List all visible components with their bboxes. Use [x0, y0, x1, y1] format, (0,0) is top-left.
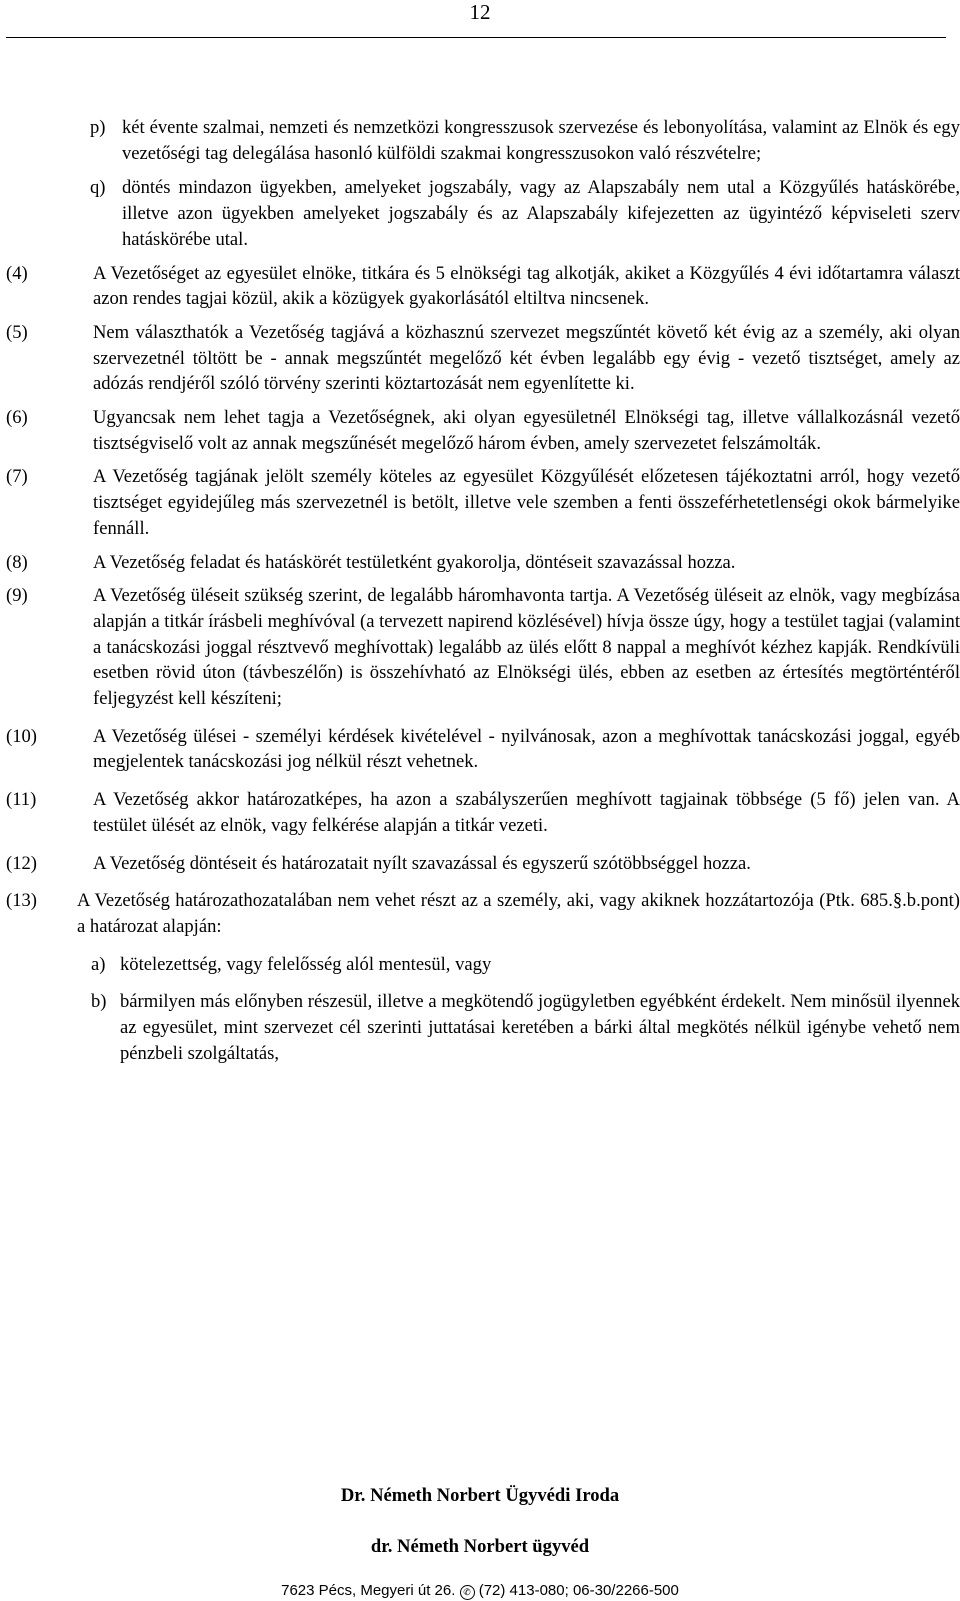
- paragraph-10: [0, 724, 960, 775]
- paragraph-9: [0, 583, 960, 712]
- item-text: A Vezetőség ülései - személyi kérdések kivételével - nyilvánosak, azon a meghívottak tanácskozási joggal, egyéb megjelentek tanácskozási jog nélkül részt vehetnek.: [93, 725, 960, 773]
- item-label: (5): [6, 321, 28, 343]
- footer-address-text: 7623 Pécs, Megyeri út 26.: [281, 1582, 456, 1599]
- item-text: döntés mindazon ügyekben, amelyeket jogszabály, vagy az Alapszabály nem utal a Közgyűlés hatáskörébe, illetve azon ügyekben amelyeket jogszabály és az Alapszabály kifejezetten az ügyintéző képviseleti szerv hatáskörébe utal.: [122, 177, 960, 250]
- footer-lawyer-name: dr. Németh Norbert ügyvéd: [370, 1536, 590, 1557]
- item-text: kötelezettség, vagy felelősség alól mentesül, vagy: [120, 953, 492, 975]
- item-label: a): [91, 953, 106, 975]
- item-label: p): [90, 117, 106, 138]
- paragraph-6: [0, 405, 960, 456]
- item-text: A Vezetőség feladat és hatáskörét testületként gyakorolja, döntéseit szavazással hozza.: [93, 551, 736, 573]
- list-item-q: [0, 175, 960, 252]
- item-label: (12): [6, 852, 37, 874]
- header-rule: [6, 37, 946, 38]
- item-text: A Vezetőséget az egyesület elnöke, titkára és 5 elnökségi tag alkotják, akiket a Közgyűlés 4 évi időtartamra választ azon rendes tagjai közül, akik a közügyek gyakorlásától eltiltva nincsenek.: [93, 262, 960, 310]
- paragraph-11: [0, 787, 960, 838]
- item-text: Nem választhatók a Vezetőség tagjává a közhasznú szervezet megszűntét követő két évig az a személy, aki olyan szervezetnél töltött be - annak megszűntét megelőző két évben legalább egy évig - vezető tisztséget, amely az adózás rendjéről szóló törvény szerinti köztartozását nem egyenlítette ki.: [93, 321, 960, 395]
- paragraph-12: [0, 851, 960, 877]
- item-text: bármilyen más előnyben részesül, illetve a megkötendő jogügyletben egyébként érdekelt. Nem minősül ilyennek az egyesület, mint szervezet cél szerinti juttatásai keretében a bárki által megkötés nélkül igénybe vehető nem pénzbeli szolgáltatás,: [120, 991, 960, 1064]
- item-text: A Vezetőség határozathozatalában nem vehet részt az a személy, aki, vagy akiknek hozzátartozója (Ptk. 685.§.b.pont) a határozat alapján:: [77, 890, 960, 937]
- phone-icon: ✆: [460, 1585, 475, 1600]
- item-label: b): [91, 991, 107, 1013]
- footer-phone-numbers: (72) 413-080; 06-30/2266-500: [478, 1582, 679, 1599]
- item-label: (11): [6, 789, 37, 811]
- item-label: (8): [6, 551, 28, 573]
- item-label: (13): [6, 890, 37, 912]
- item-text: A Vezetőség akkor határozatképes, ha azon a szabályszerűen meghívott tagjainak többsége (5 fő) jelen van. A testület ülését az elnök, vagy felkérése alapján a titkár vezeti.: [93, 789, 960, 836]
- paragraph-5: [0, 320, 960, 397]
- list-item-a: [0, 952, 960, 978]
- item-text: A Vezetőség üléseit szükség szerint, de legalább háromhavonta tartja. A Vezetőség üléseit az elnök, vagy megbízása alapján a titkár írásbeli meghívóval (a tervezett napirend közlésével) hívja össze úgy, hogy a testület tagjai (valamint a tanácskozási joggal résztvevő meghívottak) legalább az ülés előtt 8 nappal a meghívót kézhez kapják. Rendkívüli esetben rövid úton (távbeszélőn) is összehívható az Elnökségi ülés, ebben az esetben az értesítés megtörténtéről feljegyzést kell készíteni;: [93, 585, 960, 710]
- list-item-b: [0, 989, 960, 1066]
- item-text: Ugyancsak nem lehet tagja a Vezetőségnek, aki olyan egyesületnél Elnökségi tag, illetve vállalkozásnál vezető tisztségviselő volt az annak megszűnését megelőző három évben, amely szervezetet felszámolták.: [93, 407, 960, 454]
- paragraph-13: [0, 888, 960, 939]
- paragraph-8: [0, 550, 960, 576]
- item-text: két évente szalmai, nemzeti és nemzetközi kongresszusok szervezése és lebonyolítása, valamint az Elnök és egy vezetőségi tag delegálása hasonló külföldi szakmai kongresszusokon való részvételre;: [122, 117, 960, 164]
- item-label: (7): [6, 466, 28, 488]
- item-label: (6): [6, 407, 28, 429]
- page-number: 12: [469, 0, 491, 24]
- item-label: q): [90, 177, 106, 199]
- document-body: [0, 115, 960, 1067]
- paragraph-4: [0, 261, 960, 312]
- item-label: (4): [6, 262, 28, 284]
- list-item-p: [0, 115, 960, 166]
- paragraph-7: [0, 464, 960, 541]
- item-label: (9): [6, 585, 28, 607]
- footer-address: [0, 1582, 960, 1600]
- item-label: (10): [6, 725, 37, 747]
- footer-firm-name: Dr. Németh Norbert Ügyvédi Iroda: [340, 1485, 620, 1506]
- item-text: A Vezetőség tagjának jelölt személy köteles az egyesület Közgyűlését előzetesen tájékoztatni arról, hogy vezető tisztséget egyidejűleg más szervezetnél is betölt, illetve vele szemben a fenti összeférhetetlenségi okok bármelyike fennáll.: [93, 466, 960, 539]
- item-text: A Vezetőség döntéseit és határozatait nyílt szavazással és egyszerű szótöbbséggel hozza.: [93, 852, 751, 874]
